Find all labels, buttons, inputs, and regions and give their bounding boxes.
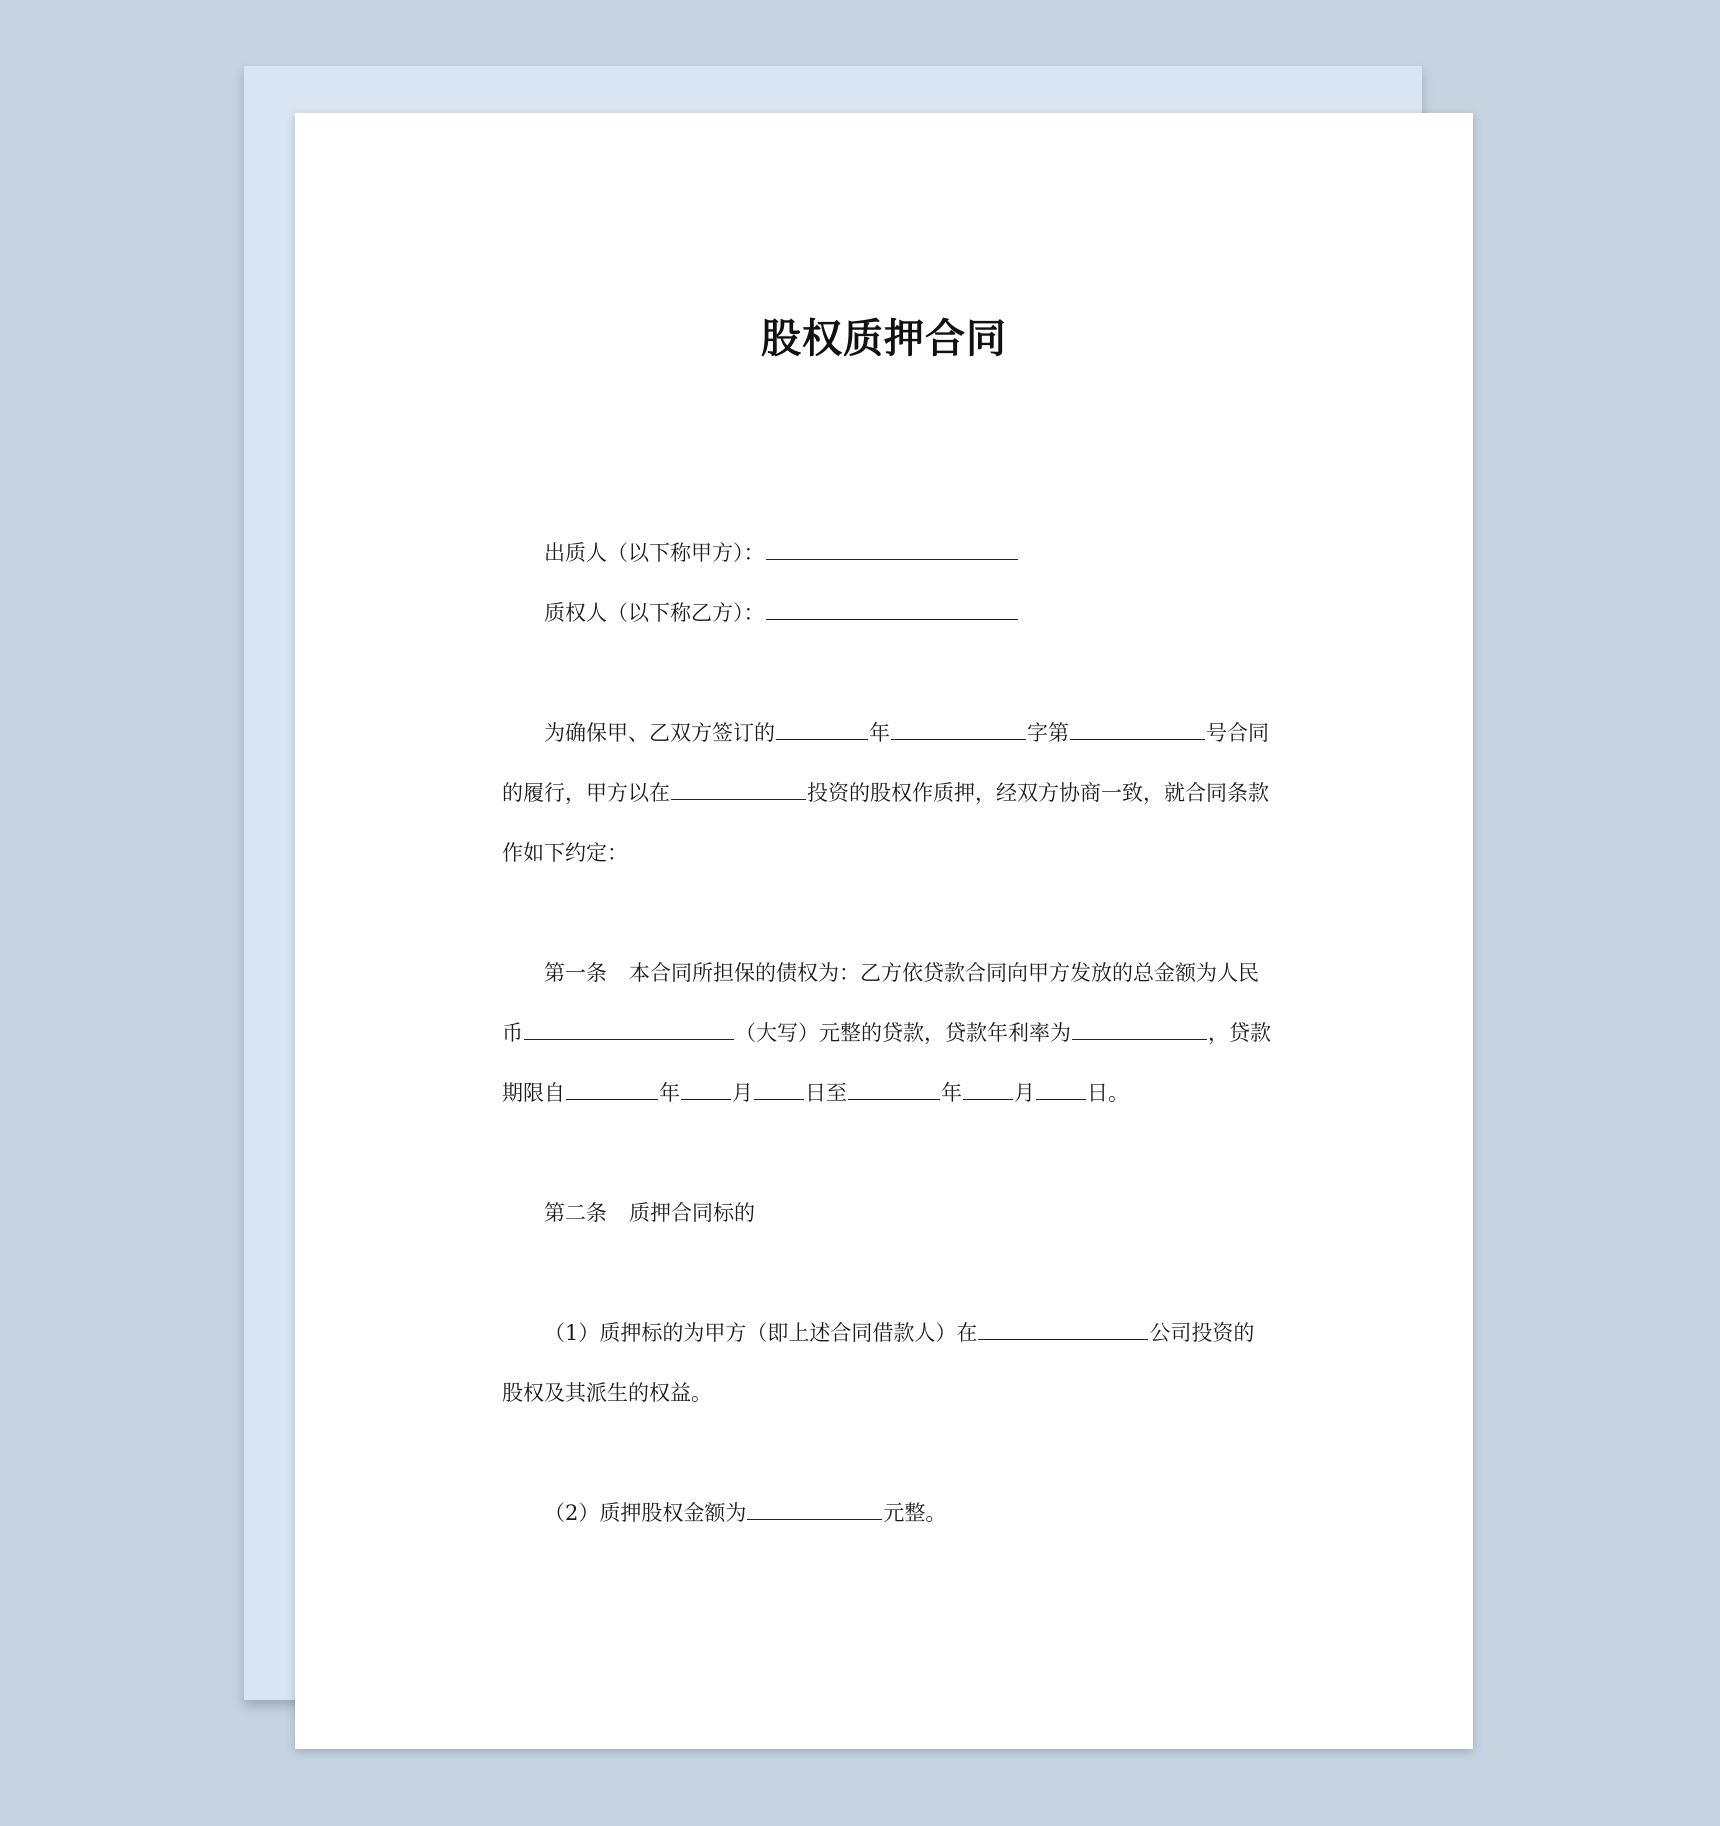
end-day-blank xyxy=(1036,1079,1086,1100)
start-month-word: 月 xyxy=(732,1081,753,1105)
article2-item2-line xyxy=(544,1498,946,1528)
article2-item2-prefix: （2）质押股权金额为 xyxy=(544,1501,747,1525)
interest-rate-blank xyxy=(1072,1019,1207,1040)
loan-amount-blank xyxy=(524,1019,734,1040)
contract-code-blank xyxy=(776,719,868,740)
start-month-blank xyxy=(681,1079,731,1100)
company-name-blank xyxy=(978,1319,1148,1340)
article1-line2-prefix: 币 xyxy=(502,1021,523,1045)
end-month-blank xyxy=(963,1079,1013,1100)
article2-item1-prefix: （1）质押标的为甲方（即上述合同借款人）在 xyxy=(544,1321,978,1345)
article2-item1-line-2 xyxy=(502,1378,712,1408)
intro-line1-suffix: 号合同 xyxy=(1206,721,1269,745)
day-to-word: 日至 xyxy=(805,1081,847,1105)
article2-item1-suffix: 公司投资的 xyxy=(1149,1321,1255,1345)
article1-line-1 xyxy=(544,958,1259,988)
article1-line-3 xyxy=(502,1078,1129,1108)
pledgee-label: 质权人（以下称乙方）： xyxy=(544,601,765,625)
article1-line2-middle: （大写）元整的贷款，贷款年利率为 xyxy=(735,1021,1071,1045)
end-year-word: 年 xyxy=(941,1081,962,1105)
article2-heading-line xyxy=(544,1198,755,1228)
pledgee-line xyxy=(544,598,1019,628)
intro-line-2 xyxy=(502,778,1269,808)
article2-heading: 第二条 xyxy=(544,1201,607,1225)
article1-line2-suffix: ，贷款 xyxy=(1208,1021,1271,1045)
pledgor-blank xyxy=(766,539,1018,560)
article1-line3-prefix: 期限自 xyxy=(502,1081,565,1105)
pledgor-line xyxy=(544,538,1019,568)
end-day-word: 日。 xyxy=(1087,1081,1129,1105)
intro-line2-prefix: 的履行，甲方以在 xyxy=(502,781,670,805)
article2-item1-line-1 xyxy=(544,1318,1254,1348)
end-month-word: 月 xyxy=(1014,1081,1035,1105)
start-year-blank xyxy=(566,1079,658,1100)
page-title: 股权质押合同 xyxy=(761,316,1007,362)
investment-location-blank xyxy=(671,779,806,800)
start-year-word: 年 xyxy=(659,1081,680,1105)
intro-line3: 作如下约定： xyxy=(502,841,628,865)
intro-year-word: 年 xyxy=(869,721,890,745)
intro-line-1 xyxy=(544,718,1269,748)
article1-line1-text: 本合同所担保的债权为：乙方依贷款合同向甲方发放的总金额为人民 xyxy=(629,961,1259,985)
contract-number-blank xyxy=(1070,719,1205,740)
article2-item1-line2: 股权及其派生的权益。 xyxy=(502,1381,712,1405)
article1-heading: 第一条 xyxy=(544,961,607,985)
document-page xyxy=(295,113,1473,1749)
pledge-amount-blank xyxy=(747,1499,882,1520)
pledgee-blank xyxy=(766,599,1018,620)
pledgor-label: 出质人（以下称甲方）： xyxy=(544,541,765,565)
intro-line-3 xyxy=(502,838,628,868)
intro-line1-prefix: 为确保甲、乙双方签订的 xyxy=(544,721,775,745)
intro-zi-word: 字第 xyxy=(1027,721,1069,745)
start-day-blank xyxy=(754,1079,804,1100)
article1-line-2 xyxy=(502,1018,1271,1048)
end-year-blank xyxy=(848,1079,940,1100)
article2-title: 质押合同标的 xyxy=(629,1201,755,1225)
contract-zi-blank xyxy=(891,719,1026,740)
intro-line2-suffix: 投资的股权作质押，经双方协商一致，就合同条款 xyxy=(807,781,1269,805)
article2-item2-suffix: 元整。 xyxy=(883,1501,947,1525)
